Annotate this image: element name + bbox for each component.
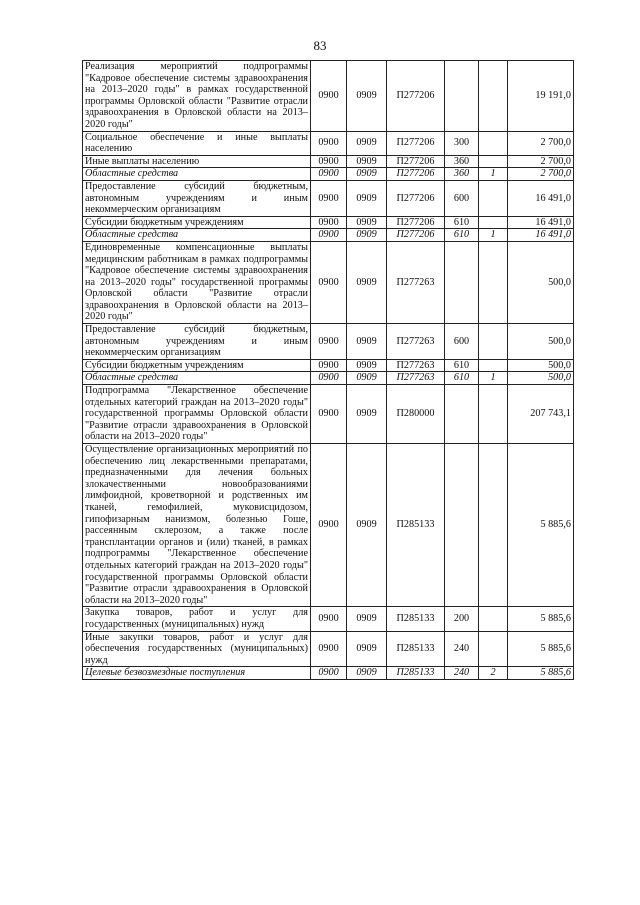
row-amount: 5 885,6 — [508, 607, 574, 631]
row-funding-source-code: 2 — [479, 667, 508, 680]
row-expense-type-code: 610 — [445, 372, 479, 385]
row-description: Подпрограмма "Лекарственное обеспечение отдельных категорий граждан на 2013–2020 годы" государственной программы Орловской области "Развитие отрасли здравоохранения в Орловской области на 2013–2020 годы" — [83, 385, 311, 444]
table-row — [83, 631, 574, 667]
row-amount: 5 885,6 — [508, 444, 574, 607]
table-row — [83, 216, 574, 229]
row-target-article-code: П285133 — [387, 444, 445, 607]
row-target-article-code: П280000 — [387, 385, 445, 444]
table-row — [83, 607, 574, 631]
row-description: Осуществление организационных мероприятий по обеспечению лиц лекарственными препаратами, предназначенными для лечения больных злокачественными новообразованиями лимфоидной, кроветворной и родственных им тканей, гемофилией, муковисцидозом, гипофизарным нанизмом, болезнью Гоше, рассеянным склерозом, а также после трансплантации органов и (или) тканей, в рамках подпрограммы "Лекарственное обеспечение отдельных категорий граждан на 2013–2020 годы" государственной программы Орловской области "Развитие отрасли здравоохранения в Орловской области на 2013–2020 годы" — [83, 444, 311, 607]
row-target-article-code: П277206 — [387, 229, 445, 242]
row-funding-source-code: 1 — [479, 229, 508, 242]
table-row — [83, 61, 574, 132]
row-expense-type-code: 240 — [445, 631, 479, 667]
row-amount: 500,0 — [508, 241, 574, 323]
row-funding-source-code — [479, 607, 508, 631]
row-description: Субсидии бюджетным учреждениям — [83, 359, 311, 372]
row-funding-source-code: 1 — [479, 168, 508, 181]
row-funding-source-code — [479, 444, 508, 607]
row-description: Единовременные компенсационные выплаты медицинским работникам в рамках подпрограммы "Кадровое обеспечение системы здравоохранения на 2013–2020 годы" государственной программы Орловской области "Развитие отрасли здравоохранения в Орловской области на 2013–2020 годы" — [83, 241, 311, 323]
row-expense-type-code: 360 — [445, 155, 479, 168]
table-row — [83, 229, 574, 242]
row-description: Иные выплаты населению — [83, 155, 311, 168]
row-target-article-code: П285133 — [387, 631, 445, 667]
row-funding-source-code — [479, 631, 508, 667]
row-amount: 5 885,6 — [508, 667, 574, 680]
row-subsection-code: 0909 — [347, 180, 387, 216]
row-section-code: 0900 — [311, 607, 347, 631]
row-target-article-code: П285133 — [387, 607, 445, 631]
row-amount: 16 491,0 — [508, 216, 574, 229]
row-amount: 16 491,0 — [508, 229, 574, 242]
row-description: Областные средства — [83, 229, 311, 242]
row-subsection-code: 0909 — [347, 131, 387, 155]
row-target-article-code: П285133 — [387, 667, 445, 680]
row-description: Областные средства — [83, 168, 311, 181]
row-expense-type-code — [445, 241, 479, 323]
row-amount: 19 191,0 — [508, 61, 574, 132]
row-target-article-code: П277206 — [387, 61, 445, 132]
row-description: Областные средства — [83, 372, 311, 385]
row-subsection-code: 0909 — [347, 607, 387, 631]
row-subsection-code: 0909 — [347, 359, 387, 372]
table-row — [83, 155, 574, 168]
table-row — [83, 359, 574, 372]
row-funding-source-code — [479, 180, 508, 216]
table-row — [83, 180, 574, 216]
table-row — [83, 385, 574, 444]
row-funding-source-code — [479, 241, 508, 323]
row-amount: 2 700,0 — [508, 131, 574, 155]
row-funding-source-code — [479, 131, 508, 155]
row-funding-source-code: 1 — [479, 372, 508, 385]
row-description: Предоставление субсидий бюджетным, автономным учреждениям и иным некоммерческим организациям — [83, 324, 311, 360]
budget-table-body — [83, 61, 574, 680]
row-funding-source-code — [479, 385, 508, 444]
row-section-code: 0900 — [311, 61, 347, 132]
row-target-article-code: П277263 — [387, 241, 445, 323]
row-description: Закупка товаров, работ и услуг для государственных (муниципальных) нужд — [83, 607, 311, 631]
row-target-article-code: П277263 — [387, 359, 445, 372]
row-section-code: 0900 — [311, 385, 347, 444]
row-amount: 16 491,0 — [508, 180, 574, 216]
row-target-article-code: П277206 — [387, 168, 445, 181]
row-section-code: 0900 — [311, 229, 347, 242]
row-subsection-code: 0909 — [347, 444, 387, 607]
row-expense-type-code: 600 — [445, 180, 479, 216]
row-target-article-code: П277206 — [387, 131, 445, 155]
row-description: Реализация мероприятий подпрограммы "Кадровое обеспечение системы здравоохранения на 2013–2020 годы" в рамках государственной программы Орловской области "Развитие отрасли здравоохранения в Орловской области на 2013–2020 годы" — [83, 61, 311, 132]
row-section-code: 0900 — [311, 131, 347, 155]
table-row — [83, 324, 574, 360]
row-expense-type-code: 200 — [445, 607, 479, 631]
row-target-article-code: П277263 — [387, 372, 445, 385]
row-target-article-code: П277206 — [387, 216, 445, 229]
table-row — [83, 444, 574, 607]
row-target-article-code: П277206 — [387, 155, 445, 168]
row-amount: 500,0 — [508, 324, 574, 360]
row-section-code: 0900 — [311, 667, 347, 680]
row-subsection-code: 0909 — [347, 241, 387, 323]
row-funding-source-code — [479, 216, 508, 229]
table-row — [83, 168, 574, 181]
row-amount: 2 700,0 — [508, 155, 574, 168]
row-subsection-code: 0909 — [347, 229, 387, 242]
row-subsection-code: 0909 — [347, 385, 387, 444]
row-section-code: 0900 — [311, 372, 347, 385]
row-funding-source-code — [479, 324, 508, 360]
row-description: Социальное обеспечение и иные выплаты населению — [83, 131, 311, 155]
row-expense-type-code — [445, 61, 479, 132]
row-description: Целевые безвозмездные поступления — [83, 667, 311, 680]
row-subsection-code: 0909 — [347, 667, 387, 680]
row-subsection-code: 0909 — [347, 631, 387, 667]
row-subsection-code: 0909 — [347, 168, 387, 181]
row-subsection-code: 0909 — [347, 372, 387, 385]
row-expense-type-code: 600 — [445, 324, 479, 360]
row-amount: 5 885,6 — [508, 631, 574, 667]
table-row — [83, 667, 574, 680]
row-target-article-code: П277263 — [387, 324, 445, 360]
row-expense-type-code: 610 — [445, 229, 479, 242]
row-funding-source-code — [479, 155, 508, 168]
table-row — [83, 372, 574, 385]
row-amount: 207 743,1 — [508, 385, 574, 444]
row-expense-type-code: 300 — [445, 131, 479, 155]
row-description: Предоставление субсидий бюджетным, автономным учреждениям и иным некоммерческим организациям — [83, 180, 311, 216]
row-subsection-code: 0909 — [347, 216, 387, 229]
page-number: 83 — [313, 38, 327, 53]
row-section-code: 0900 — [311, 168, 347, 181]
row-amount: 500,0 — [508, 359, 574, 372]
row-expense-type-code: 360 — [445, 168, 479, 181]
row-funding-source-code — [479, 61, 508, 132]
row-expense-type-code: 610 — [445, 359, 479, 372]
row-amount: 500,0 — [508, 372, 574, 385]
budget-table — [82, 60, 574, 680]
row-description: Субсидии бюджетным учреждениям — [83, 216, 311, 229]
row-section-code: 0900 — [311, 359, 347, 372]
table-row — [83, 241, 574, 323]
row-section-code: 0900 — [311, 155, 347, 168]
row-section-code: 0900 — [311, 631, 347, 667]
row-section-code: 0900 — [311, 216, 347, 229]
row-expense-type-code: 240 — [445, 667, 479, 680]
row-amount: 2 700,0 — [508, 168, 574, 181]
table-row — [83, 131, 574, 155]
row-section-code: 0900 — [311, 444, 347, 607]
row-section-code: 0900 — [311, 241, 347, 323]
row-section-code: 0900 — [311, 324, 347, 360]
row-expense-type-code: 610 — [445, 216, 479, 229]
row-description: Иные закупки товаров, работ и услуг для обеспечения государственных (муниципальных) нужд — [83, 631, 311, 667]
row-expense-type-code — [445, 385, 479, 444]
row-subsection-code: 0909 — [347, 61, 387, 132]
row-expense-type-code — [445, 444, 479, 607]
row-target-article-code: П277206 — [387, 180, 445, 216]
row-subsection-code: 0909 — [347, 324, 387, 360]
row-subsection-code: 0909 — [347, 155, 387, 168]
row-funding-source-code — [479, 359, 508, 372]
row-section-code: 0900 — [311, 180, 347, 216]
